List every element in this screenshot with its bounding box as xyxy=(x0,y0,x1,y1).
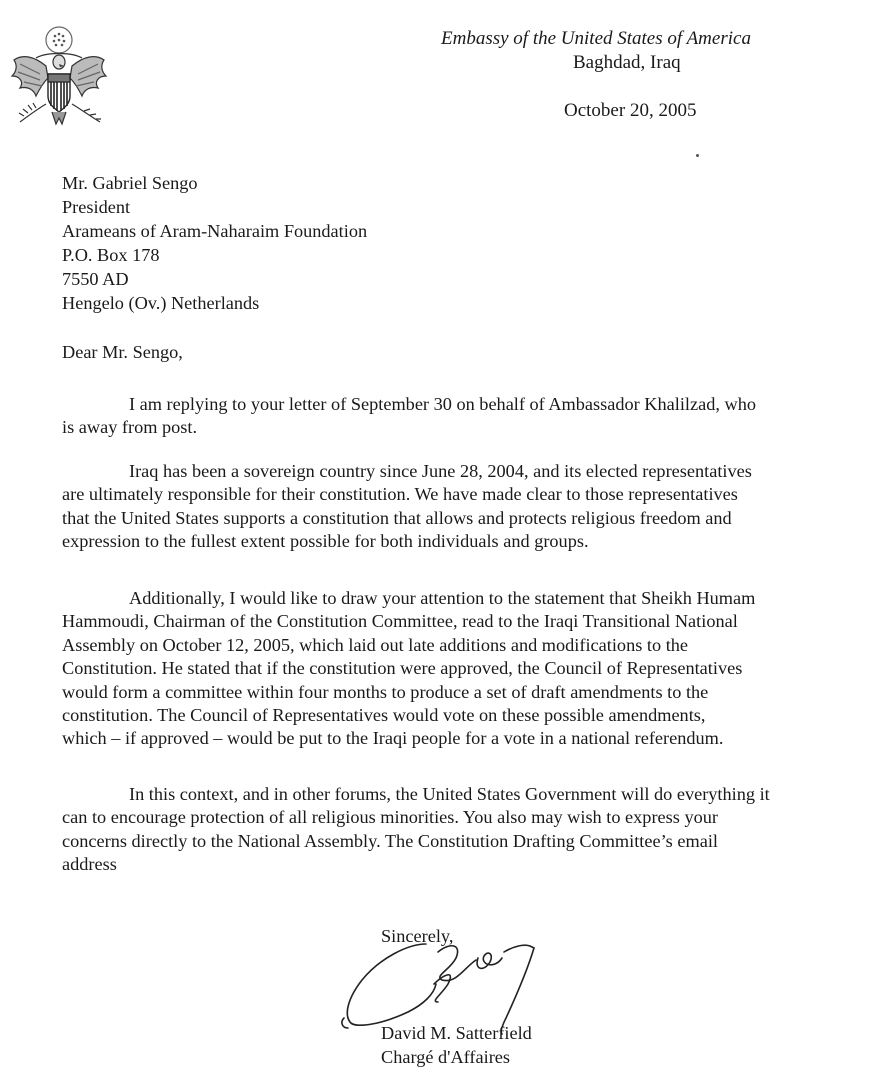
body-line: Assembly on October 12, 2005, which laid out late additions and modifications to the xyxy=(62,634,689,655)
salutation: Dear Mr. Sengo, xyxy=(62,342,183,362)
us-great-seal-icon xyxy=(6,18,112,130)
recipient-line: President xyxy=(62,196,131,217)
body-line: that the United States supports a constitution that allows and protects religious freedom and xyxy=(62,507,732,528)
embassy-name: Embassy of the United States of America xyxy=(441,28,751,49)
recipient-line: 7550 AD xyxy=(62,268,129,289)
body-paragraph xyxy=(62,783,877,877)
body-line: Hammoudi, Chairman of the Constitution Committee, read to the Iraqi Transitional National xyxy=(62,611,738,632)
signer-name: David M. Satterfield xyxy=(381,1023,532,1043)
body-line: can to encourage protection of all religious minorities. You also may wish to express your xyxy=(62,807,718,828)
recipient-line: Hengelo (Ov.) Netherlands xyxy=(62,292,260,313)
body-line: Constitution. He stated that if the constitution were approved, the Council of Representatives xyxy=(62,658,743,679)
body-paragraph xyxy=(62,587,877,751)
body-line: Iraq has been a sovereign country since June 28, 2004, and its elected representatives xyxy=(129,461,752,481)
embassy-location: Baghdad, Iraq xyxy=(573,52,681,73)
body-paragraph xyxy=(62,393,877,440)
body-line: constitution. The Council of Representatives would vote on these possible amendments, xyxy=(62,705,706,726)
recipient-line: P.O. Box 178 xyxy=(62,244,160,265)
recipient-line: Mr. Gabriel Sengo xyxy=(62,173,198,193)
body-line: would form a committee within four months to produce a set of draft amendments to the xyxy=(62,681,709,702)
paper-speck xyxy=(696,154,699,157)
body-line: address xyxy=(62,854,117,875)
body-line: expression to the fullest extent possible for both individuals and groups. xyxy=(62,531,589,552)
body-line: I am replying to your letter of September 30 on behalf of Ambassador Khalilzad, who xyxy=(129,394,756,414)
closing: Sincerely, xyxy=(381,926,454,946)
body-line: In this context, and in other forums, the United States Government will do everything it xyxy=(129,784,770,804)
body-line: concerns directly to the National Assembly. The Constitution Drafting Committee’s email xyxy=(62,830,718,851)
recipient-address xyxy=(62,172,367,315)
signer-title: Chargé d'Affaires xyxy=(381,1046,511,1067)
letter-date: October 20, 2005 xyxy=(564,100,697,121)
recipient-line: Arameans of Aram-Naharaim Foundation xyxy=(62,220,368,241)
body-line: which – if approved – would be put to the Iraqi people for a vote in a national referendum. xyxy=(62,728,724,749)
body-line: are ultimately responsible for their constitution. We have made clear to those representatives xyxy=(62,484,738,505)
body-line: is away from post. xyxy=(62,417,198,438)
body-line: Additionally, I would like to draw your attention to the statement that Sheikh Humam xyxy=(129,588,756,608)
body-paragraph xyxy=(62,460,877,554)
signer-block xyxy=(381,1022,532,1069)
